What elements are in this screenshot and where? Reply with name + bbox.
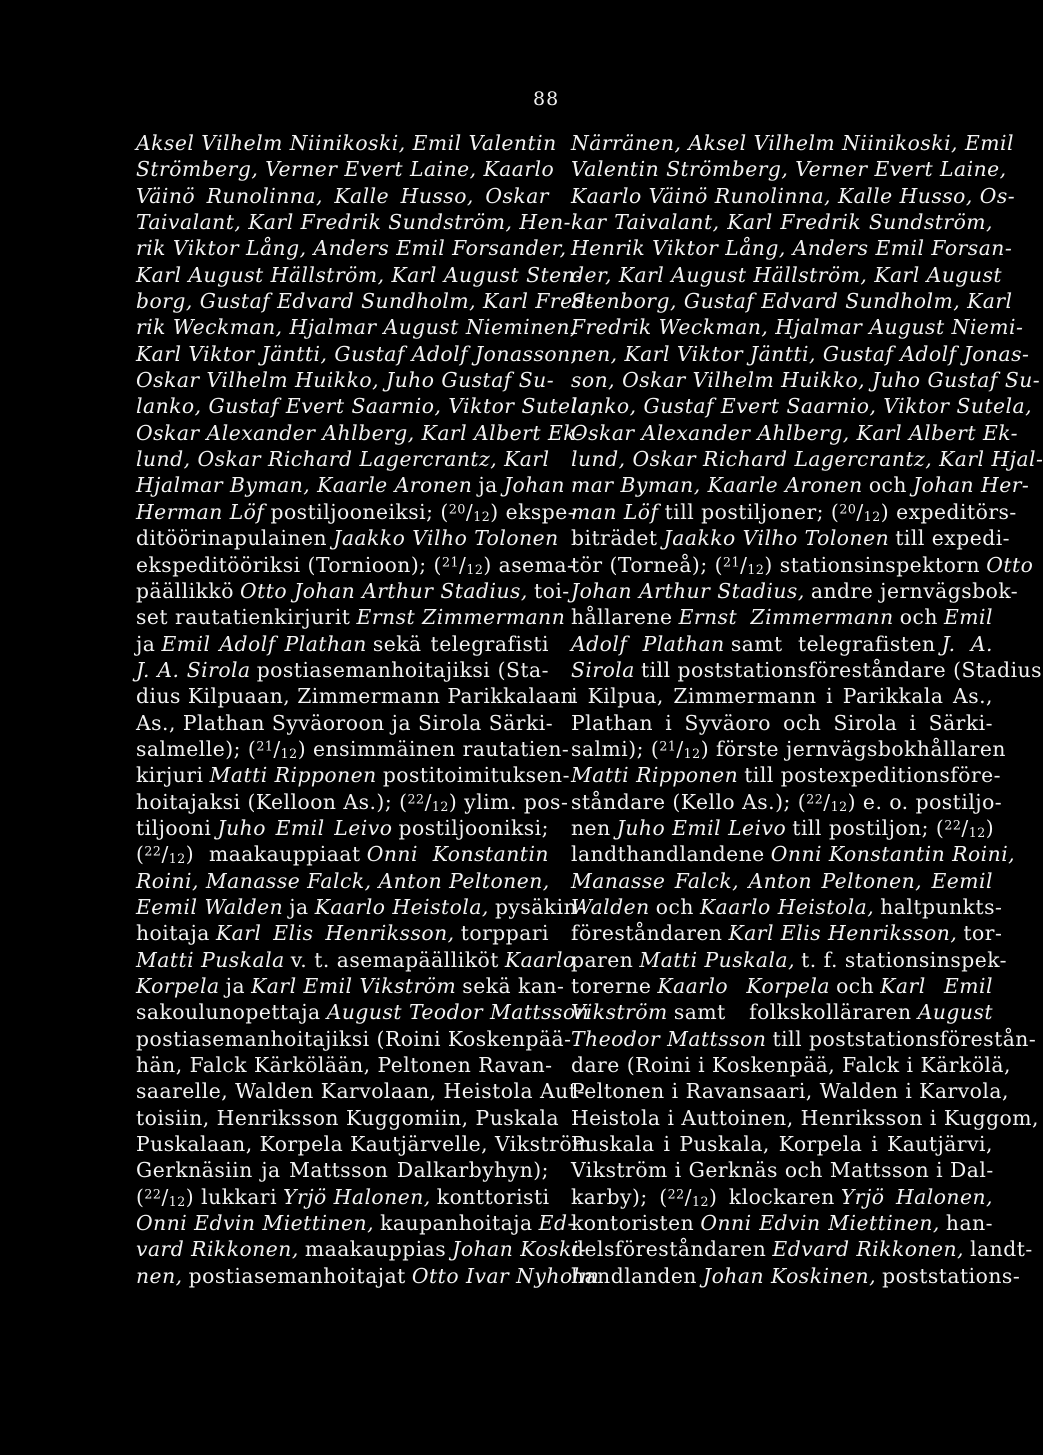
person-name: lanko, Gustaf Evert Saarnio, Viktor Sutela, (571, 394, 1033, 419)
text-line (571, 1210, 993, 1236)
text-run: poststations- (882, 1263, 1021, 1288)
text-line (136, 1236, 587, 1262)
person-name: August Teodor Mattsson (326, 1000, 590, 1025)
text-run: nen (571, 815, 611, 840)
text-run: till expedi- (895, 526, 1011, 551)
text-line (571, 604, 993, 630)
person-name: der, Karl August Hällström, Karl August (571, 262, 1002, 287)
text-line (571, 130, 1014, 156)
text-run: hoitajaksi (Kelloon As.); ( (136, 789, 408, 814)
text-line (571, 789, 1003, 815)
text-run: ( (136, 1184, 145, 1209)
text-line (136, 525, 559, 551)
text-line (571, 183, 1016, 209)
text-run: till postexpeditionsföre- (744, 763, 1002, 788)
text-run: / (458, 552, 467, 577)
date-day: 21 (256, 738, 274, 754)
person-name: Walden (571, 894, 650, 919)
text-line (136, 710, 554, 736)
person-name: Johan Koski- (452, 1237, 587, 1262)
text-line (136, 1078, 585, 1104)
text-line (136, 631, 549, 657)
text-run: och (899, 605, 938, 630)
date-day: 22 (667, 1186, 685, 1202)
date-month: 12 (466, 561, 484, 577)
text-run: hoitaja (136, 921, 210, 946)
text-run: salmelle); ( (136, 736, 257, 761)
date-day: 20 (448, 501, 466, 517)
person-name: Kaarlo Heistola, (314, 894, 489, 919)
text-run: postiljooniksi; (398, 815, 549, 840)
text-run: ekspeditööriksi (Tornioon); ( (136, 552, 442, 577)
text-line (136, 367, 555, 393)
text-run: postiasemanhoitajat (188, 1263, 406, 1288)
text-line (136, 1052, 553, 1078)
text-run: / (856, 499, 864, 524)
text-line (571, 1157, 993, 1183)
text-line (571, 552, 1034, 578)
person-name: Otto (986, 552, 1034, 577)
text-run: sekä telegrafisti (372, 631, 550, 656)
text-line (571, 262, 1002, 288)
person-name: Kaarlo (504, 947, 576, 972)
text-run: samt folkskolläraren (673, 1000, 912, 1025)
text-run: toisiin, Henriksson Kuggomiin, Puskala (136, 1105, 560, 1130)
person-name: mar Byman, Kaarle Aronen (571, 473, 863, 498)
text-line (571, 235, 1013, 261)
text-line (136, 1131, 592, 1157)
person-name: Karl Viktor Jäntti, Gustaf Adolf Jonasson, (136, 341, 578, 366)
swedish-column (571, 130, 1043, 1289)
text-run: maakauppias (304, 1237, 447, 1262)
text-line (136, 235, 567, 261)
text-run: Plathan i Syväoro och Sirola i Särki- (571, 710, 993, 735)
person-name: August (917, 1000, 993, 1025)
person-name: Hjalmar Byman, Kaarle Aronen (136, 473, 473, 498)
person-name: Karl Emil Vikström (251, 974, 457, 998)
text-line (571, 1105, 1039, 1131)
text-line (571, 683, 993, 709)
text-line (136, 341, 578, 367)
person-name: Taivalant, Karl Fredrik Sundström, Hen- (136, 210, 571, 235)
person-name: Yrjö Halonen, (283, 1184, 431, 1209)
person-name: nen, (136, 1263, 183, 1288)
date-day: 22 (144, 843, 162, 859)
text-run: ) ylim. pos- (448, 789, 569, 814)
text-run: / (684, 1184, 692, 1209)
person-name: Matti Puskala (136, 947, 285, 972)
text-line (136, 973, 565, 999)
text-run: / (676, 736, 684, 761)
person-name: Stenborg, Gustaf Edvard Sundholm, Karl (571, 289, 1013, 314)
text-run: karby); ( (571, 1184, 668, 1209)
text-line (571, 1052, 1011, 1078)
text-run: päällikkö (136, 578, 234, 603)
text-run: sakoulunopettaja (136, 1000, 321, 1025)
text-line (136, 314, 577, 340)
text-run: kaupanhoitaja (380, 1211, 533, 1236)
text-line (136, 841, 549, 867)
text-line (136, 499, 576, 525)
date-day: 21 (441, 553, 459, 569)
person-name: lund, Oskar Richard Lagercrantz, Karl Hjal- (571, 447, 1043, 472)
text-run: och (868, 473, 907, 498)
text-line (136, 130, 557, 156)
date-day: 21 (723, 553, 741, 569)
person-name: Kaarlo Väinö Runolinna, Kalle Husso, Os- (571, 183, 1016, 208)
text-run: / (823, 789, 831, 814)
text-line (136, 1157, 549, 1183)
text-run: och (655, 894, 694, 919)
text-run: ) förste jernvägsbokhållaren (700, 736, 1006, 761)
text-run: ( (136, 842, 145, 867)
date-day: 21 (659, 738, 677, 754)
text-line (571, 1184, 993, 1210)
text-run: till poststationsföreståndare (Stadius (640, 657, 1043, 682)
date-month: 12 (968, 824, 986, 840)
text-line (136, 446, 549, 472)
text-line (571, 841, 1016, 867)
text-run: sekä kan- (462, 974, 565, 998)
text-line (136, 209, 571, 235)
text-run: hållarene (571, 605, 673, 630)
text-run: ) stationsinspektorn (764, 552, 981, 577)
date-day: 22 (806, 790, 824, 806)
text-run: ja (478, 473, 498, 498)
person-name: Oskar Alexander Ahlberg, Karl Albert Ek- (136, 420, 584, 445)
person-name: vard Rikkonen, (136, 1237, 299, 1262)
text-line (571, 525, 1011, 551)
text-run: Puskalaan, Korpela Kautjärvelle, Vikström (136, 1132, 592, 1157)
text-run: till postiljoner; ( (664, 499, 840, 524)
text-run: ) klockaren (709, 1184, 835, 1209)
text-run: samt telegrafisten (730, 631, 936, 656)
person-name: Johan Her- (913, 473, 1030, 498)
person-name: Sirola (571, 657, 635, 682)
text-run: / (740, 552, 748, 577)
text-run: ) ekspe- (490, 499, 576, 524)
text-run: t. f. stationsinspek- (801, 947, 1008, 972)
text-line (136, 947, 576, 973)
text-line (571, 420, 1019, 446)
finnish-column (136, 130, 600, 1289)
date-day: 22 (144, 1186, 162, 1202)
text-line (571, 710, 993, 736)
person-name: Roini, Manasse Falck, Anton Peltonen, (136, 868, 550, 893)
person-name: kar Taivalant, Karl Fredrik Sundström, (571, 210, 993, 235)
person-name: Ed- (538, 1211, 575, 1236)
text-line (136, 789, 569, 815)
text-line (136, 920, 549, 946)
text-line (571, 209, 993, 235)
text-line (136, 1263, 600, 1289)
text-run: Vikström i Gerknäs och Mattsson i Dal- (571, 1158, 994, 1183)
text-run: / (424, 789, 432, 814)
person-name: Karl August Hällström, Karl August Sten- (136, 262, 583, 287)
text-line (571, 314, 1024, 340)
person-name: Johan Arthur Stadius, (571, 578, 805, 603)
person-name: Matti Puskala, (639, 947, 796, 972)
text-run: ) asema- (483, 552, 575, 577)
text-run: Peltonen i Ravansaari, Walden i Karvola, (571, 1079, 1009, 1104)
text-line (571, 341, 1030, 367)
text-line (136, 262, 583, 288)
text-run: ) (985, 815, 995, 840)
person-name: Oskar Vilhelm Huikko, Juho Gustaf Su- (136, 368, 555, 393)
person-name: Johan Koskinen, (702, 1263, 877, 1288)
person-name: J. A. (941, 631, 994, 656)
person-name: Onni Edvin Miettinen, (700, 1211, 940, 1236)
person-name: Matti Ripponen (209, 763, 377, 788)
text-line (136, 604, 566, 630)
text-line (571, 920, 1003, 946)
text-run: kirjuri (136, 763, 204, 788)
text-run: ja (136, 631, 156, 656)
text-line (571, 367, 1041, 393)
person-name: Onni Edvin Miettinen, (136, 1211, 375, 1236)
text-line (136, 815, 549, 841)
text-run: / (273, 736, 281, 761)
text-line (136, 894, 585, 920)
text-run: till poststationsförestån- (772, 1026, 1037, 1051)
text-run: As., Plathan Syväoroon ja Sirola Särki- (136, 710, 554, 735)
text-run: ) maakauppiaat (185, 842, 361, 867)
text-run: i Kilpua, Zimmermann i Parikkala As., (571, 684, 993, 709)
person-name: Theodor Mattsson (571, 1026, 767, 1051)
text-line (136, 1105, 560, 1131)
text-run: Heistola i Auttoinen, Henriksson i Kuggom, (571, 1105, 1039, 1130)
text-run: torerne (571, 974, 652, 998)
text-run: postitoimituksen- (382, 763, 570, 788)
person-name: Kaarlo Korpela (657, 974, 830, 998)
text-run: ) e. o. postiljo- (847, 789, 1003, 814)
text-run: ja (225, 974, 246, 998)
text-line (571, 947, 1008, 973)
date-month: 12 (863, 508, 881, 524)
text-line (571, 657, 1043, 683)
text-line (571, 868, 993, 894)
text-line (571, 472, 1030, 498)
text-run: Gerknäsiin ja Mattsson Dalkarbyhyn); (136, 1158, 549, 1183)
text-run: set rautatienkirjurit (136, 605, 351, 630)
person-name: Otto Johan Arthur Stadius, (240, 578, 528, 603)
person-name: Ernst Zimmermann (356, 605, 566, 630)
person-name: Karl Emil (880, 974, 993, 998)
person-name: nen, Karl Viktor Jäntti, Gustaf Adolf Jonas- (571, 341, 1030, 366)
date-month: 12 (683, 745, 701, 761)
text-line (136, 552, 575, 578)
text-run: postiasemanhoitajiksi (Roini Koskenpää- (136, 1026, 572, 1051)
person-name: Emil Adolf Plathan (161, 631, 367, 656)
date-month: 12 (168, 851, 186, 867)
text-line (136, 156, 555, 182)
text-run: tiljooni (136, 815, 212, 840)
text-line (571, 1078, 1009, 1104)
person-name: Valentin Strömberg, Verner Evert Laine, (571, 157, 1007, 182)
text-line (136, 578, 570, 604)
person-name: J. A. Sirola (136, 657, 251, 682)
person-name: Jaakko Vilho Tolonen (663, 526, 890, 551)
text-run: landthandlandene (571, 842, 765, 867)
text-line (136, 472, 565, 498)
text-run: hän, Falck Kärkölään, Peltonen Ravan- (136, 1053, 553, 1078)
person-name: Manasse Falck, Anton Peltonen, Eemil (571, 868, 993, 893)
text-line (136, 762, 570, 788)
text-line (136, 868, 549, 894)
text-line (571, 631, 993, 657)
person-name: Onni Konstantin Roini, (770, 842, 1016, 867)
text-run: pysäkin- (494, 894, 585, 919)
person-name: Jaakko Vilho Tolonen (333, 526, 559, 551)
text-run: och (836, 974, 875, 998)
person-name: rik Weckman, Hjalmar August Nieminen, (136, 315, 577, 340)
text-line (136, 683, 575, 709)
text-run: / (161, 1184, 169, 1209)
text-run: konttoristi (436, 1184, 550, 1209)
text-run: kontoristen (571, 1211, 695, 1236)
date-month: 12 (691, 1193, 709, 1209)
text-line (571, 1026, 1037, 1052)
text-line (136, 288, 594, 314)
text-line (136, 1184, 549, 1210)
person-name: Fredrik Weckman, Hjalmar August Niemi- (571, 315, 1024, 340)
text-line (571, 815, 993, 841)
page-number: 88 (533, 88, 560, 110)
person-name: Emil (943, 605, 993, 630)
person-name: lanko, Gustaf Evert Saarnio, Viktor Sutela, (136, 394, 598, 419)
person-name: Karl Elis Henriksson, (728, 921, 958, 946)
person-name: Juho Emil Leivo (616, 815, 787, 840)
person-name: Juho Emil Leivo (217, 815, 393, 840)
text-line (136, 657, 549, 683)
text-run: dius Kilpuaan, Zimmermann Parikkalaan (136, 684, 575, 709)
person-name: Johan (503, 473, 565, 498)
person-name: Eemil Walden (136, 894, 284, 919)
text-line (571, 736, 1006, 762)
text-line (136, 736, 570, 762)
date-day: 20 (839, 501, 857, 517)
text-line (571, 156, 1007, 182)
text-line (571, 578, 1019, 604)
date-month: 12 (168, 1193, 186, 1209)
text-line (136, 999, 590, 1025)
text-run: andre jernvägsbok- (810, 578, 1019, 603)
text-run: saarelle, Walden Karvolaan, Heistola Aut- (136, 1079, 585, 1104)
text-run: toi- (533, 578, 570, 603)
person-name: Strömberg, Verner Evert Laine, Kaarlo (136, 157, 555, 182)
text-run: v. t. asemapäälliköt (290, 947, 499, 972)
text-run: paren (571, 947, 634, 972)
date-day: 22 (944, 817, 962, 833)
text-line (571, 1131, 993, 1157)
person-name: Karl Elis Henriksson, (215, 921, 455, 946)
text-line (571, 1263, 1021, 1289)
person-name: man Löf (571, 499, 659, 524)
date-month: 12 (280, 745, 298, 761)
text-line (571, 393, 1033, 419)
text-run: tor- (963, 921, 1003, 946)
text-line (571, 446, 1043, 472)
person-name: Edvard Rikkonen, (772, 1237, 965, 1262)
text-run: Puskala i Puskala, Korpela i Kautjärvi, (571, 1132, 993, 1157)
text-run: ja (289, 894, 309, 919)
text-run: dare (Roini i Koskenpää, Falck i Kärkölä, (571, 1053, 1011, 1078)
text-run: handlanden (571, 1263, 697, 1288)
text-run: ditöörinapulainen (136, 526, 328, 551)
person-name: Närränen, Aksel Vilhelm Niinikoski, Emil (571, 131, 1014, 155)
text-run: torppari (460, 921, 549, 946)
person-name: son, Oskar Vilhelm Huikko, Juho Gustaf Su- (571, 368, 1041, 393)
text-line (136, 1210, 575, 1236)
person-name: Oskar Alexander Ahlberg, Karl Albert Ek- (571, 420, 1019, 445)
text-run: ) lukkari (185, 1184, 278, 1209)
date-month: 12 (473, 508, 491, 524)
person-name: Kaarlo Heistola, (700, 894, 875, 919)
person-name: borg, Gustaf Edvard Sundholm, Karl Fred- (136, 289, 594, 314)
person-name: Matti Ripponen (571, 763, 739, 788)
text-line (571, 894, 1003, 920)
text-run: föreståndaren (571, 921, 723, 946)
text-run: till postiljon; ( (792, 815, 945, 840)
person-name: Vikström (571, 1000, 668, 1025)
person-name: Korpela (136, 974, 220, 998)
person-name: rik Viktor Lång, Anders Emil Forsander, (136, 236, 567, 261)
text-run: / (465, 499, 474, 524)
date-month: 12 (431, 798, 449, 814)
person-name: Ernst Zimmermann (678, 605, 894, 630)
text-run: ) ensimmäinen rautatien- (297, 736, 570, 761)
text-run: / (161, 842, 169, 867)
text-line (571, 762, 1002, 788)
date-day: 22 (407, 790, 425, 806)
text-line (571, 999, 993, 1025)
text-line (571, 1236, 1033, 1262)
person-name: Yrjö Halonen, (840, 1184, 993, 1209)
text-line (571, 288, 1013, 314)
text-line (136, 183, 549, 209)
text-run: ) expeditörs- (880, 499, 1017, 524)
text-run: / (961, 815, 969, 840)
person-name: Väinö Runolinna, Kalle Husso, Oskar (136, 183, 549, 208)
date-month: 12 (830, 798, 848, 814)
person-name: Aksel Vilhelm Niinikoski, Emil Valentin (136, 131, 557, 155)
person-name: Otto Ivar Nyholm (411, 1263, 600, 1288)
text-run: postiljooneiksi; ( (270, 499, 449, 524)
text-line (136, 393, 598, 419)
text-run: haltpunkts- (880, 894, 1003, 919)
text-line (571, 973, 993, 999)
text-run: han- (945, 1211, 993, 1236)
date-month: 12 (747, 561, 765, 577)
text-run: tör (Torneå); ( (571, 552, 724, 577)
text-run: salmi); ( (571, 736, 660, 761)
person-name: lund, Oskar Richard Lagercrantz, Karl (136, 447, 550, 472)
person-name: Henrik Viktor Lång, Anders Emil Forsan- (571, 236, 1013, 261)
person-name: Adolf Plathan (571, 631, 725, 656)
person-name: Onni Konstantin (366, 842, 549, 867)
person-name: Herman Löf (136, 499, 265, 524)
text-run: landt- (970, 1237, 1033, 1262)
text-line (571, 499, 1017, 525)
text-line (136, 420, 584, 446)
text-run: ståndare (Kello As.); ( (571, 789, 807, 814)
text-run: biträdet (571, 526, 658, 551)
text-line (136, 1026, 572, 1052)
text-run: postiasemanhoitajiksi (Sta- (256, 657, 549, 682)
text-run: delsföreståndaren (571, 1237, 767, 1262)
